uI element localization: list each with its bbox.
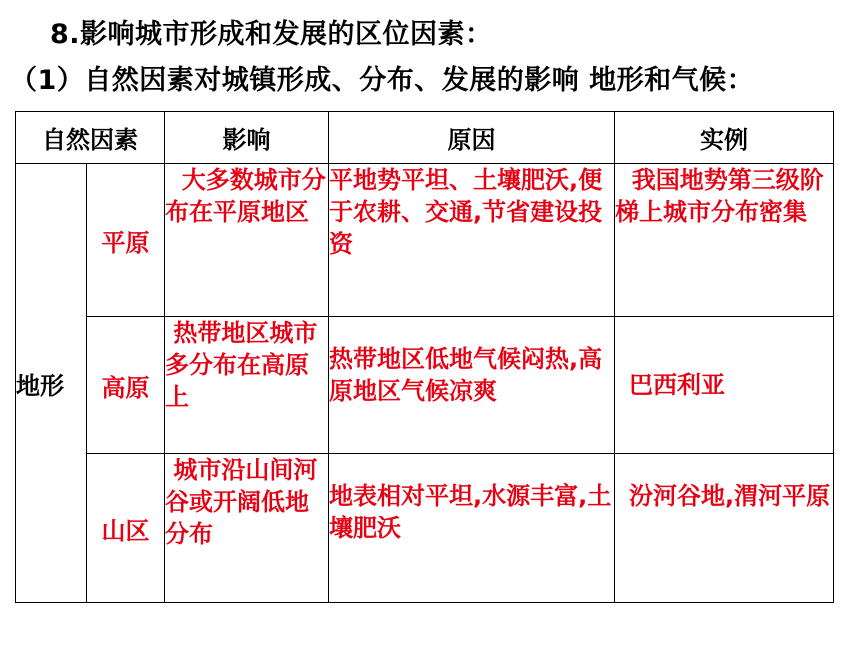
example-cell: 巴西利亚: [615, 317, 834, 454]
terrain-type-plain: 平原: [87, 164, 165, 317]
header-example: 实例: [615, 112, 834, 164]
example-cell: 汾河谷地,渭河平原: [615, 454, 834, 603]
page-title: 8.影响城市形成和发展的区位因素：: [50, 19, 493, 50]
reason-cell: 平地势平坦、土壤肥沃,便于农耕、交通,节省建设投资: [329, 164, 615, 317]
reason-cell: 热带地区低地气候闷热,高原地区气候凉爽: [329, 317, 615, 454]
impact-cell: 热带地区城市多分布在高原上: [165, 317, 329, 454]
header-reason: 原因: [329, 112, 615, 164]
terrain-type-mountain: 山区: [87, 454, 165, 603]
table-header-row: [16, 112, 834, 164]
terrain-type-plateau: 高原: [87, 317, 165, 454]
reason-cell: 地表相对平坦,水源丰富,土壤肥沃: [329, 454, 615, 603]
table-row: [16, 454, 834, 603]
factor-terrain: 地形: [16, 164, 87, 603]
table-row: [16, 164, 834, 317]
factors-table: [15, 111, 834, 603]
section-subtitle: （1）自然因素对城镇形成、分布、发展的影响 地形和气候：: [10, 65, 755, 96]
impact-cell: 大多数城市分布在平原地区: [165, 164, 329, 317]
header-natural-factor: 自然因素: [16, 112, 165, 164]
header-impact: 影响: [165, 112, 329, 164]
example-cell: 我国地势第三级阶梯上城市分布密集: [615, 164, 834, 317]
table-row: [16, 317, 834, 454]
impact-cell: 城市沿山间河谷或开阔低地分布: [165, 454, 329, 603]
